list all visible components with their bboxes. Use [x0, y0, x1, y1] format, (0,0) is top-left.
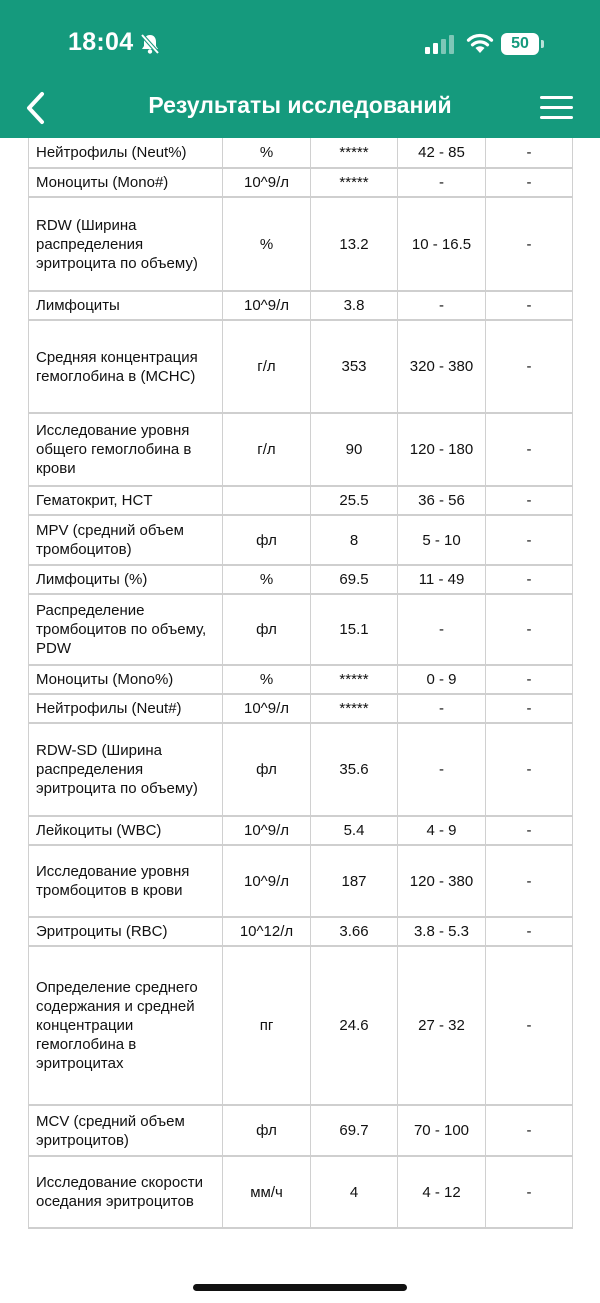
result-unit	[223, 486, 311, 515]
table-row	[29, 845, 573, 917]
result-unit: фл	[223, 594, 311, 665]
result-name: Моноциты (Mono%)	[29, 665, 223, 694]
result-note: -	[486, 138, 573, 168]
hamburger-menu-icon[interactable]	[540, 95, 574, 121]
result-note: -	[486, 565, 573, 594]
result-value: *****	[311, 168, 398, 197]
home-indicator	[193, 1284, 407, 1291]
results-table-container[interactable]	[28, 138, 572, 1229]
result-value: 3.8	[311, 291, 398, 320]
battery-icon	[501, 33, 545, 55]
result-name: Распределение тромбоцитов по объему, PDW	[29, 594, 223, 665]
table-row	[29, 723, 573, 816]
result-name: Средняя концентрация гемоглобина в (MCHC)	[29, 320, 223, 413]
result-value: 69.5	[311, 565, 398, 594]
result-unit: фл	[223, 1105, 311, 1156]
result-value: *****	[311, 665, 398, 694]
result-reference: -	[398, 723, 486, 816]
result-unit: мм/ч	[223, 1156, 311, 1228]
result-unit: г/л	[223, 413, 311, 486]
result-value: *****	[311, 694, 398, 723]
result-name: Исследование скорости оседания эритроцитов	[29, 1156, 223, 1228]
result-reference: 10 - 16.5	[398, 197, 486, 291]
result-name: Нейтрофилы (Neut%)	[29, 138, 223, 168]
result-reference: 4 - 12	[398, 1156, 486, 1228]
result-unit: %	[223, 665, 311, 694]
result-value: 3.66	[311, 917, 398, 946]
result-value: 5.4	[311, 816, 398, 845]
table-row	[29, 665, 573, 694]
result-name: Определение среднего содержания и средней концентрации гемоглобина в эритроцитах	[29, 946, 223, 1105]
table-row	[29, 320, 573, 413]
result-reference: -	[398, 168, 486, 197]
result-unit: 10^9/л	[223, 816, 311, 845]
wifi-icon	[466, 32, 494, 54]
status-time: 18:04	[68, 28, 134, 56]
result-name: Лимфоциты (%)	[29, 565, 223, 594]
result-value: *****	[311, 138, 398, 168]
result-value: 35.6	[311, 723, 398, 816]
result-unit: фл	[223, 723, 311, 816]
result-reference: 36 - 56	[398, 486, 486, 515]
result-note: -	[486, 594, 573, 665]
result-note: -	[486, 665, 573, 694]
table-row	[29, 138, 573, 168]
result-note: -	[486, 168, 573, 197]
result-name: RDW-SD (Ширина распределения эритроцита по объему)	[29, 723, 223, 816]
result-reference: 120 - 180	[398, 413, 486, 486]
table-row	[29, 917, 573, 946]
result-note: -	[486, 946, 573, 1105]
table-row	[29, 1105, 573, 1156]
table-row	[29, 816, 573, 845]
result-unit: 10^9/л	[223, 845, 311, 917]
result-name: MPV (средний объем тромбоцитов)	[29, 515, 223, 565]
results-table	[28, 138, 573, 1229]
result-name: RDW (Ширина распределения эритроцита по объему)	[29, 197, 223, 291]
result-note: -	[486, 1156, 573, 1228]
result-reference: 70 - 100	[398, 1105, 486, 1156]
result-note: -	[486, 845, 573, 917]
table-row	[29, 486, 573, 515]
battery-level: 50	[501, 33, 539, 55]
result-value: 8	[311, 515, 398, 565]
result-name: Лимфоциты	[29, 291, 223, 320]
result-reference: 0 - 9	[398, 665, 486, 694]
result-name: Гематокрит, HCT	[29, 486, 223, 515]
result-unit: %	[223, 138, 311, 168]
result-name: Исследование уровня тромбоцитов в крови	[29, 845, 223, 917]
result-unit: фл	[223, 515, 311, 565]
result-value: 13.2	[311, 197, 398, 291]
result-unit: 10^12/л	[223, 917, 311, 946]
result-reference: 5 - 10	[398, 515, 486, 565]
table-row	[29, 946, 573, 1105]
result-unit: 10^9/л	[223, 168, 311, 197]
table-row	[29, 291, 573, 320]
result-note: -	[486, 320, 573, 413]
result-unit: %	[223, 565, 311, 594]
result-note: -	[486, 515, 573, 565]
result-name: Эритроциты (RBC)	[29, 917, 223, 946]
result-value: 187	[311, 845, 398, 917]
result-value: 25.5	[311, 486, 398, 515]
result-name: MCV (средний объем эритроцитов)	[29, 1105, 223, 1156]
result-reference: 42 - 85	[398, 138, 486, 168]
cellular-signal-icon	[425, 34, 457, 54]
table-row	[29, 168, 573, 197]
result-note: -	[486, 291, 573, 320]
result-value: 90	[311, 413, 398, 486]
table-row	[29, 515, 573, 565]
battery-tip	[541, 40, 544, 48]
result-name: Моноциты (Mono#)	[29, 168, 223, 197]
result-unit: 10^9/л	[223, 291, 311, 320]
result-note: -	[486, 486, 573, 515]
result-note: -	[486, 816, 573, 845]
result-name: Лейкоциты (WBC)	[29, 816, 223, 845]
result-note: -	[486, 1105, 573, 1156]
result-value: 353	[311, 320, 398, 413]
result-unit: %	[223, 197, 311, 291]
result-reference: 27 - 32	[398, 946, 486, 1105]
table-row	[29, 1156, 573, 1228]
table-row	[29, 197, 573, 291]
table-row	[29, 565, 573, 594]
result-value: 4	[311, 1156, 398, 1228]
table-row	[29, 594, 573, 665]
result-reference: 11 - 49	[398, 565, 486, 594]
result-reference: 120 - 380	[398, 845, 486, 917]
result-reference: 320 - 380	[398, 320, 486, 413]
result-value: 24.6	[311, 946, 398, 1105]
result-value: 69.7	[311, 1105, 398, 1156]
result-reference: -	[398, 594, 486, 665]
result-name: Исследование уровня общего гемоглобина в крови	[29, 413, 223, 486]
result-note: -	[486, 413, 573, 486]
table-row	[29, 413, 573, 486]
result-unit: пг	[223, 946, 311, 1105]
result-note: -	[486, 723, 573, 816]
table-row	[29, 694, 573, 723]
result-note: -	[486, 197, 573, 291]
result-reference: -	[398, 694, 486, 723]
page-title: Результаты исследований	[148, 92, 452, 118]
result-note: -	[486, 917, 573, 946]
result-name: Нейтрофилы (Neut#)	[29, 694, 223, 723]
result-value: 15.1	[311, 594, 398, 665]
app-header	[0, 0, 600, 138]
bell-slash-icon	[140, 33, 160, 55]
result-reference: -	[398, 291, 486, 320]
result-unit: г/л	[223, 320, 311, 413]
result-reference: 3.8 - 5.3	[398, 917, 486, 946]
result-unit: 10^9/л	[223, 694, 311, 723]
result-reference: 4 - 9	[398, 816, 486, 845]
result-note: -	[486, 694, 573, 723]
